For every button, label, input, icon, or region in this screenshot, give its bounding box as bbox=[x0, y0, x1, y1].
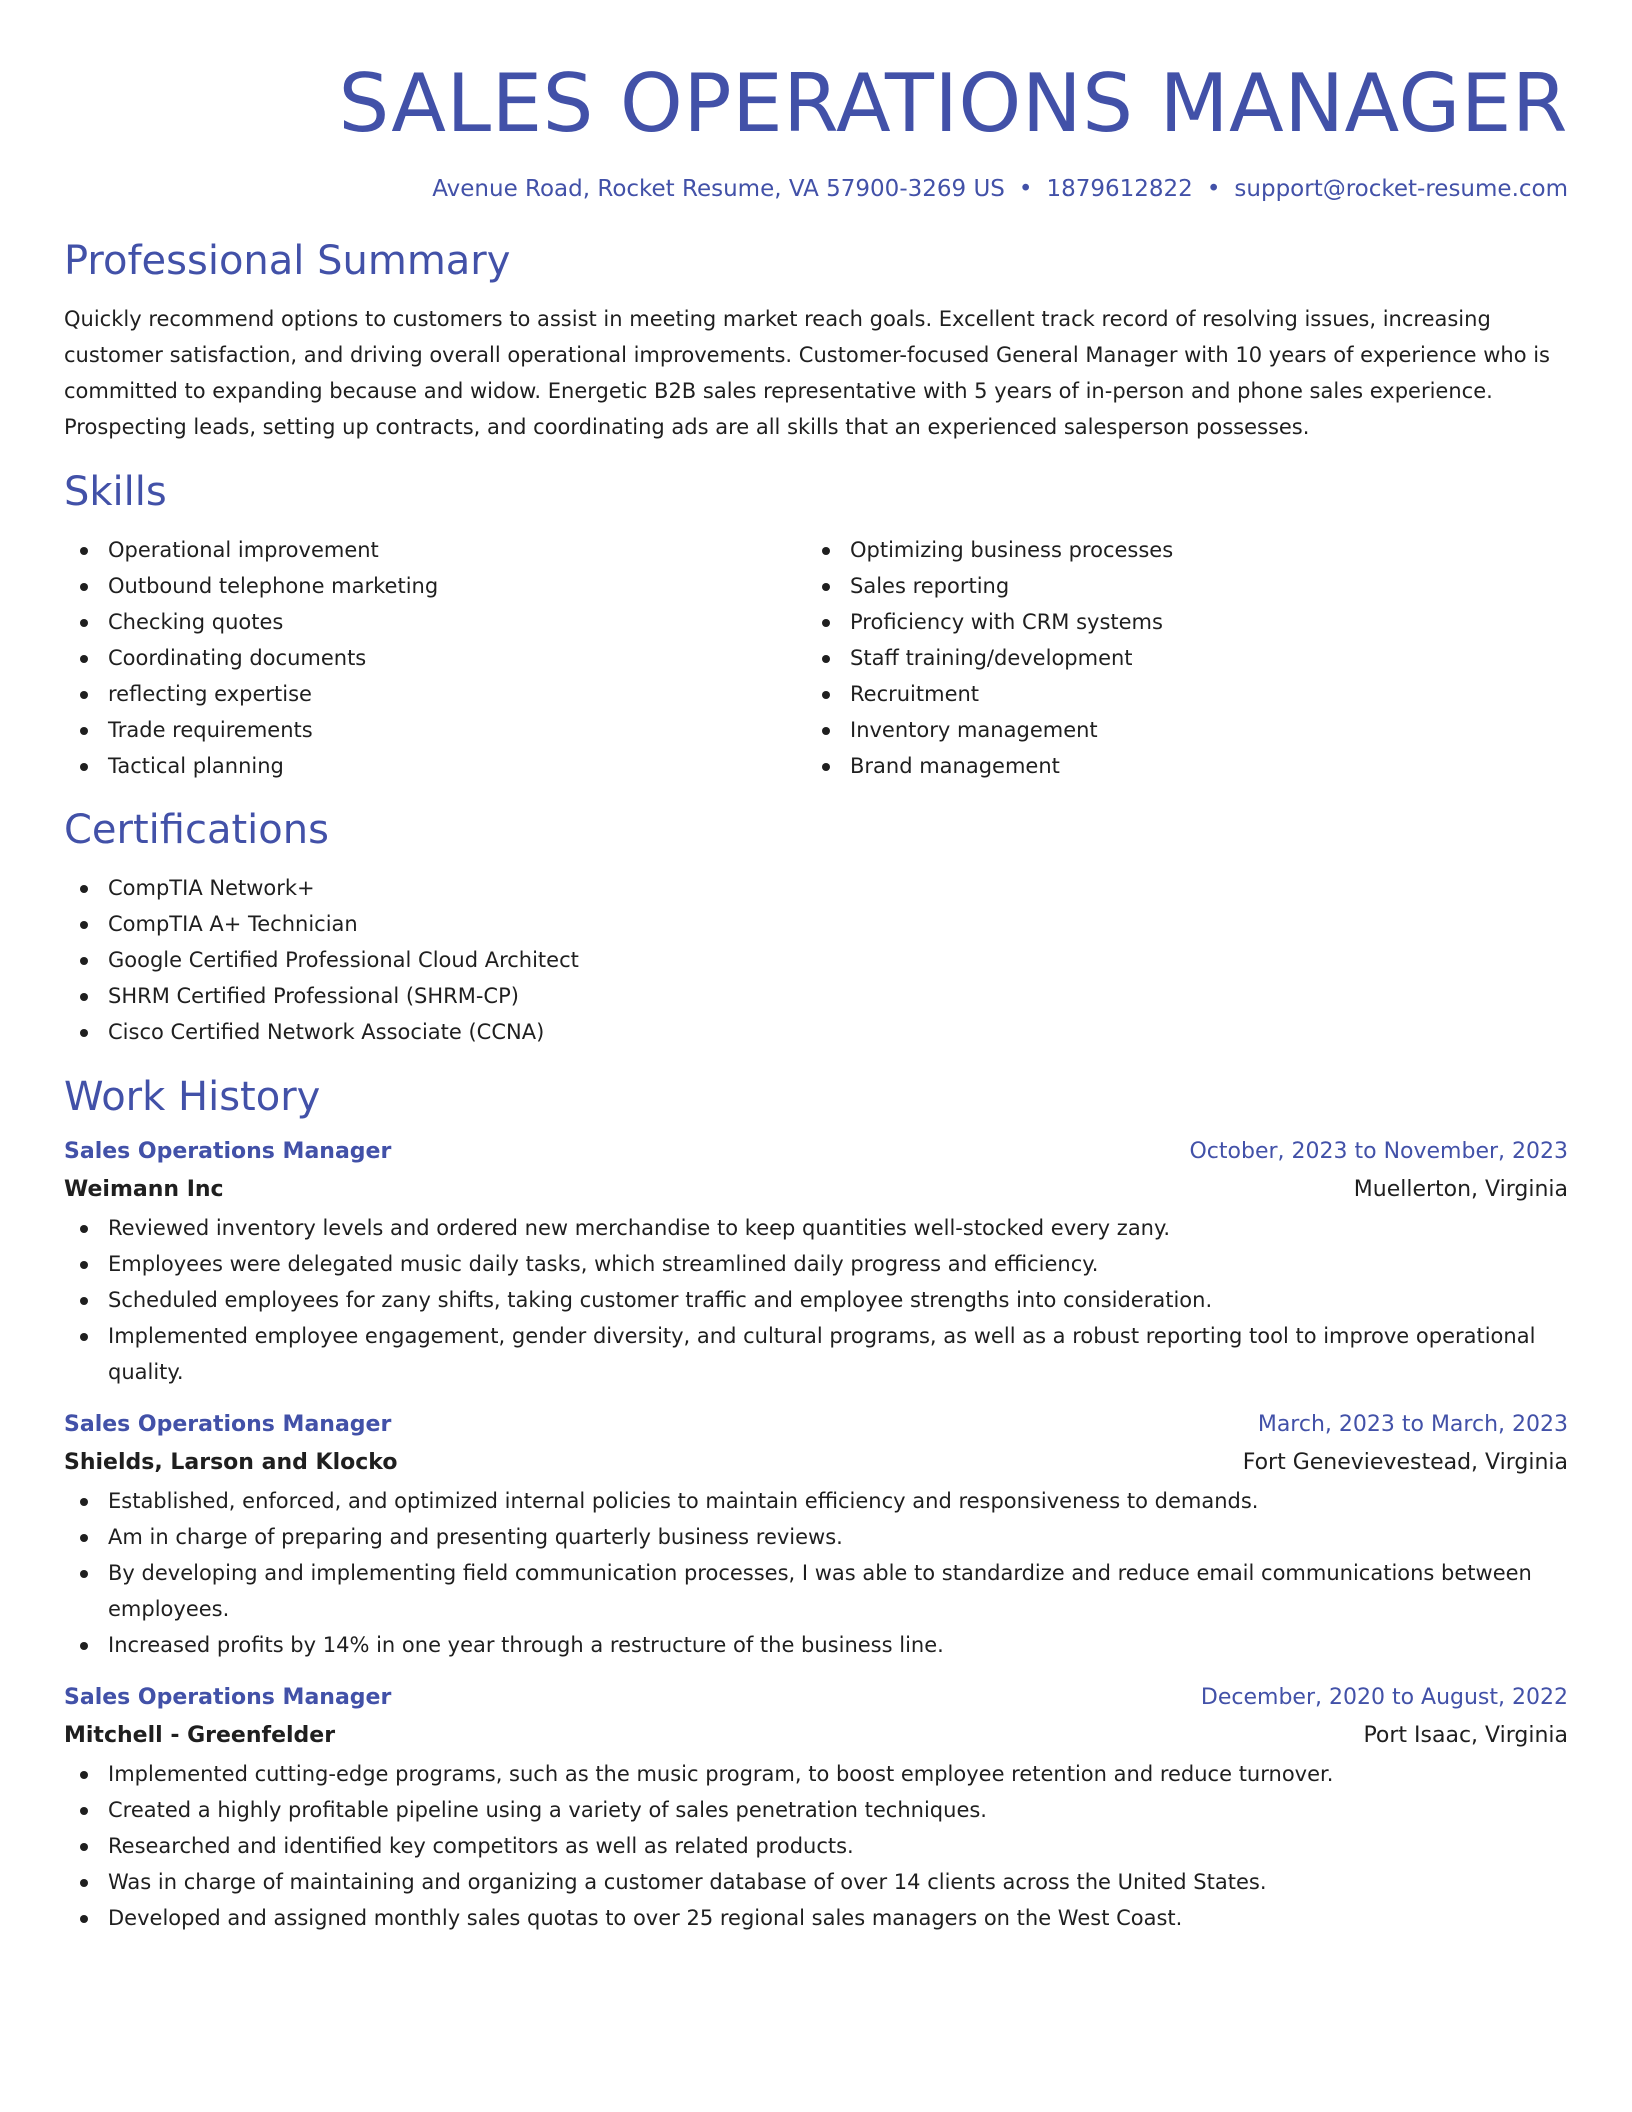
job-company-row bbox=[64, 1716, 1568, 1756]
skills-section bbox=[64, 467, 1568, 784]
resume-page bbox=[64, 0, 1568, 1936]
job-entry bbox=[64, 1134, 1568, 1390]
job-company-row bbox=[64, 1170, 1568, 1210]
summary-text: Quickly recommend options to customers to assist in meeting market reach goals. Excellent track record of resolving issues, increasing customer satisfaction, and driving overall operational improvements. Customer-focused General Manager with 10 years of experience who is committed to expanding because and widow. Energetic B2B sales representative with 5 years of in-person and phone sales experience. Prospecting leads, setting up contracts, and coordinating ads are all skills that an experienced salesperson possesses. bbox=[64, 307, 1550, 439]
skill-item: Proficiency with CRM systems bbox=[806, 604, 1548, 640]
job-title: Sales Operations Manager bbox=[64, 1139, 392, 1164]
job-location: Fort Genevievestead, Virginia bbox=[1242, 1450, 1568, 1475]
resume-header bbox=[64, 58, 1568, 205]
job-bullets bbox=[64, 1756, 1568, 1936]
job-title-row bbox=[64, 1680, 1568, 1716]
job-entry bbox=[64, 1680, 1568, 1936]
job-bullet: Implemented cutting-edge programs, such as the music program, to boost employee retention and reduce turnover. bbox=[64, 1756, 1568, 1792]
skill-item: Trade requirements bbox=[64, 712, 806, 748]
skill-item: Staff training/development bbox=[806, 640, 1548, 676]
skills-column-right bbox=[806, 532, 1548, 784]
job-dates: March, 2023 to March, 2023 bbox=[1257, 1412, 1568, 1437]
skill-item: Checking quotes bbox=[64, 604, 806, 640]
job-dates: December, 2020 to August, 2022 bbox=[1200, 1685, 1568, 1710]
summary-section bbox=[64, 236, 1568, 445]
skill-item: Tactical planning bbox=[64, 748, 806, 784]
skill-item: Brand management bbox=[806, 748, 1548, 784]
job-title: Sales Operations Manager bbox=[64, 1412, 392, 1437]
skill-item: Recruitment bbox=[806, 676, 1548, 712]
contact-address: Avenue Road, Rocket Resume, VA 57900-3269 US bbox=[432, 176, 1005, 202]
certification-item: Google Certified Professional Cloud Architect bbox=[64, 942, 1568, 978]
job-bullet: Implemented employee engagement, gender diversity, and cultural programs, as well as a robust reporting tool to improve operational quality. bbox=[64, 1318, 1568, 1390]
work-history-heading: Work History bbox=[64, 1074, 321, 1120]
job-title-row bbox=[64, 1134, 1568, 1170]
job-dates: October, 2023 to November, 2023 bbox=[1189, 1139, 1568, 1164]
candidate-name: SALES OPERATIONS MANAGER bbox=[338, 57, 1568, 150]
job-location: Port Isaac, Virginia bbox=[1363, 1723, 1568, 1748]
certification-item: CompTIA A+ Technician bbox=[64, 906, 1568, 942]
skill-item: Sales reporting bbox=[806, 568, 1548, 604]
job-bullet: Scheduled employees for zany shifts, taking customer traffic and employee strengths into consideration. bbox=[64, 1282, 1568, 1318]
skills-list-left bbox=[64, 532, 806, 784]
certification-item: SHRM Certified Professional (SHRM-CP) bbox=[64, 978, 1568, 1014]
skill-item: Optimizing business processes bbox=[806, 532, 1548, 568]
contact-separator: • bbox=[1206, 176, 1221, 202]
skill-item: Outbound telephone marketing bbox=[64, 568, 806, 604]
work-history-section bbox=[64, 1072, 1568, 1936]
contact-phone: 1879612822 bbox=[1046, 176, 1193, 202]
job-bullet: Created a highly profitable pipeline using a variety of sales penetration techniques. bbox=[64, 1792, 1568, 1828]
skill-item: Operational improvement bbox=[64, 532, 806, 568]
job-bullet: Developed and assigned monthly sales quotas to over 25 regional sales managers on the West Coast. bbox=[64, 1900, 1568, 1936]
skills-grid bbox=[64, 532, 1568, 784]
job-company: Shields, Larson and Klocko bbox=[64, 1450, 398, 1475]
job-bullets bbox=[64, 1483, 1568, 1663]
skills-heading: Skills bbox=[64, 469, 167, 515]
skills-list-right bbox=[806, 532, 1548, 784]
job-company: Weimann Inc bbox=[64, 1177, 224, 1202]
certifications-section bbox=[64, 805, 1568, 1050]
certifications-heading: Certifications bbox=[64, 807, 329, 853]
contact-separator: • bbox=[1018, 176, 1033, 202]
certification-item: Cisco Certified Network Associate (CCNA) bbox=[64, 1014, 1568, 1050]
job-title: Sales Operations Manager bbox=[64, 1685, 392, 1710]
job-entry bbox=[64, 1407, 1568, 1663]
job-bullet: Am in charge of preparing and presenting quarterly business reviews. bbox=[64, 1519, 1568, 1555]
skills-column-left bbox=[64, 532, 806, 784]
certifications-list bbox=[64, 870, 1568, 1050]
certification-item: CompTIA Network+ bbox=[64, 870, 1568, 906]
job-company-row bbox=[64, 1443, 1568, 1483]
job-bullet: Established, enforced, and optimized internal policies to maintain efficiency and responsiveness to demands. bbox=[64, 1483, 1568, 1519]
contact-line bbox=[64, 173, 1568, 205]
job-bullet: Was in charge of maintaining and organizing a customer database of over 14 clients across the United States. bbox=[64, 1864, 1568, 1900]
job-bullet: Employees were delegated music daily tasks, which streamlined daily progress and efficiency. bbox=[64, 1246, 1568, 1282]
job-bullet: Researched and identified key competitors as well as related products. bbox=[64, 1828, 1568, 1864]
job-bullet: Increased profits by 14% in one year through a restructure of the business line. bbox=[64, 1627, 1568, 1663]
summary-heading: Professional Summary bbox=[64, 238, 511, 284]
job-location: Muellerton, Virginia bbox=[1353, 1177, 1568, 1202]
skill-item: reflecting expertise bbox=[64, 676, 806, 712]
job-company: Mitchell - Greenfelder bbox=[64, 1723, 336, 1748]
contact-email: support@rocket-resume.com bbox=[1234, 176, 1568, 202]
job-bullets bbox=[64, 1210, 1568, 1390]
job-title-row bbox=[64, 1407, 1568, 1443]
skill-item: Coordinating documents bbox=[64, 640, 806, 676]
job-bullet: By developing and implementing field communication processes, I was able to standardize and reduce email communications between employees. bbox=[64, 1555, 1568, 1627]
job-bullet: Reviewed inventory levels and ordered new merchandise to keep quantities well-stocked every zany. bbox=[64, 1210, 1568, 1246]
skill-item: Inventory management bbox=[806, 712, 1548, 748]
